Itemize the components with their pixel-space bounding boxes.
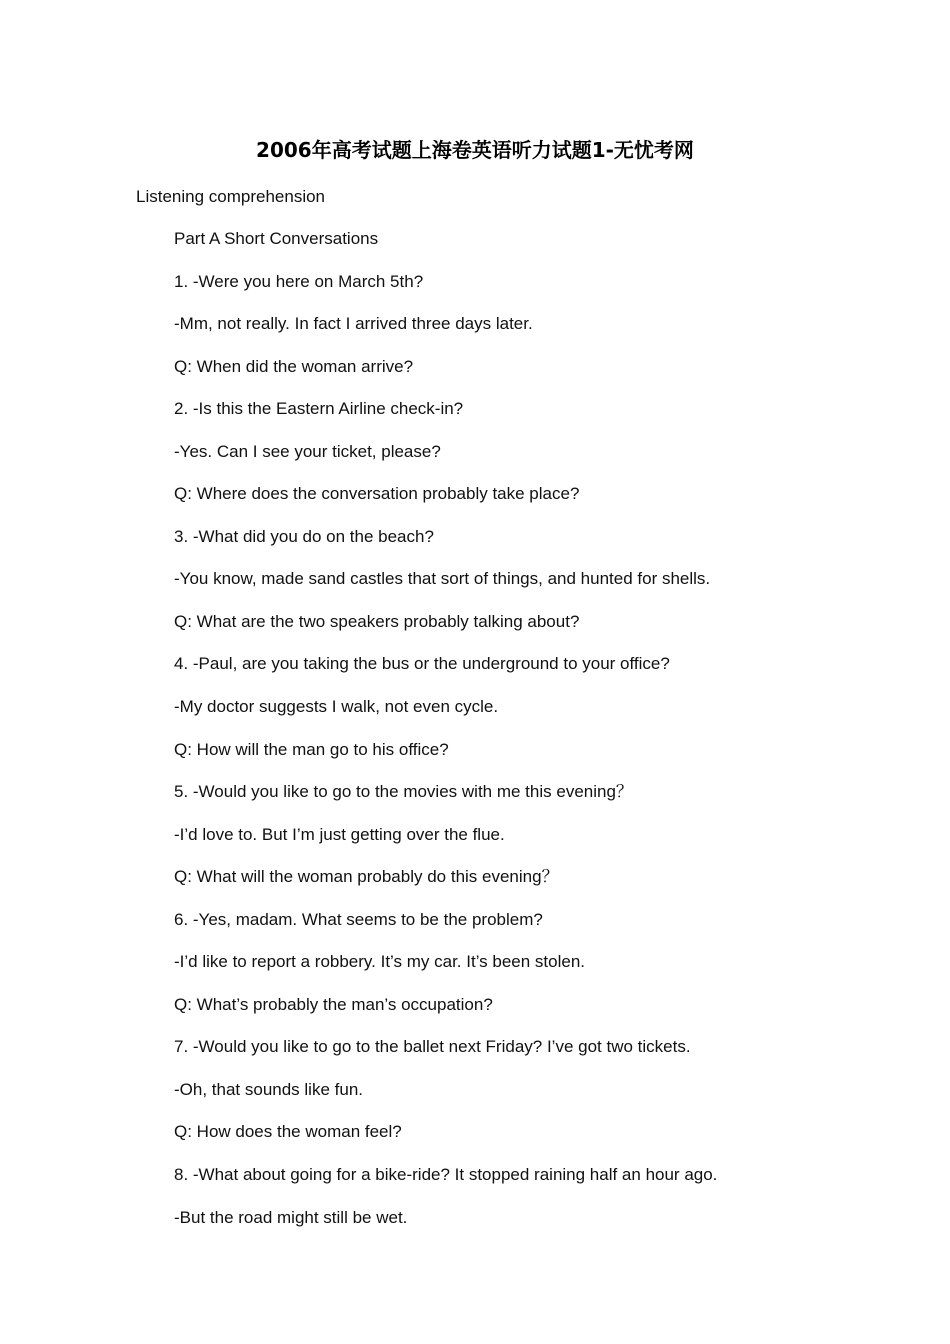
text-line: 2. -Is this the Eastern Airline check-in? bbox=[174, 399, 464, 419]
text-line: -My doctor suggests I walk, not even cycle. bbox=[174, 697, 499, 717]
text-line: -I’d like to report a robbery. It’s my car. It’s been stolen. bbox=[174, 952, 586, 972]
text-line: -You know, made sand castles that sort of things, and hunted for shells. bbox=[174, 569, 711, 589]
text-line: 3. -What did you do on the beach? bbox=[174, 526, 434, 546]
text-line: 5. -Would you like to go to the movies with me this evening？ bbox=[174, 782, 633, 802]
text-line: Q: What are the two speakers probably talking about? bbox=[174, 611, 580, 631]
text-line: Q: How does the woman feel? bbox=[174, 1122, 402, 1142]
text-line: Q: What will the woman probably do this evening？ bbox=[174, 867, 559, 887]
text-line: -Mm, not really. In fact I arrived three days later. bbox=[174, 314, 533, 334]
text-line: -Oh, that sounds like fun. bbox=[174, 1079, 363, 1099]
text-line: 7. -Would you like to go to the ballet next Friday? I’ve got two tickets. bbox=[174, 1037, 691, 1057]
text-line: 6. -Yes, madam. What seems to be the problem? bbox=[174, 909, 543, 929]
text-line: -Yes. Can I see your ticket, please? bbox=[174, 441, 441, 461]
part-heading: Part A Short Conversations bbox=[174, 229, 379, 248]
section-heading: Listening comprehension bbox=[136, 187, 326, 206]
document-title: 2006年高考试题上海卷英语听力试题1-无忧考网 bbox=[256, 138, 694, 162]
text-line: -I’d love to. But I’m just getting over the flue. bbox=[174, 824, 505, 844]
text-line: 8. -What about going for a bike-ride? It stopped raining half an hour ago. bbox=[174, 1165, 718, 1185]
text-line: 1. -Were you here on March 5th? bbox=[174, 271, 424, 291]
text-line: Q: How will the man go to his office? bbox=[174, 739, 449, 759]
text-line: -But the road might still be wet. bbox=[174, 1207, 408, 1227]
text-line: Q: When did the woman arrive? bbox=[174, 356, 414, 376]
conversation-lines bbox=[174, 228, 874, 1249]
text-line: 4. -Paul, are you taking the bus or the underground to your office? bbox=[174, 654, 670, 674]
text-line: Q: Where does the conversation probably take place? bbox=[174, 484, 580, 504]
text-line: Q: What’s probably the man’s occupation? bbox=[174, 994, 493, 1014]
